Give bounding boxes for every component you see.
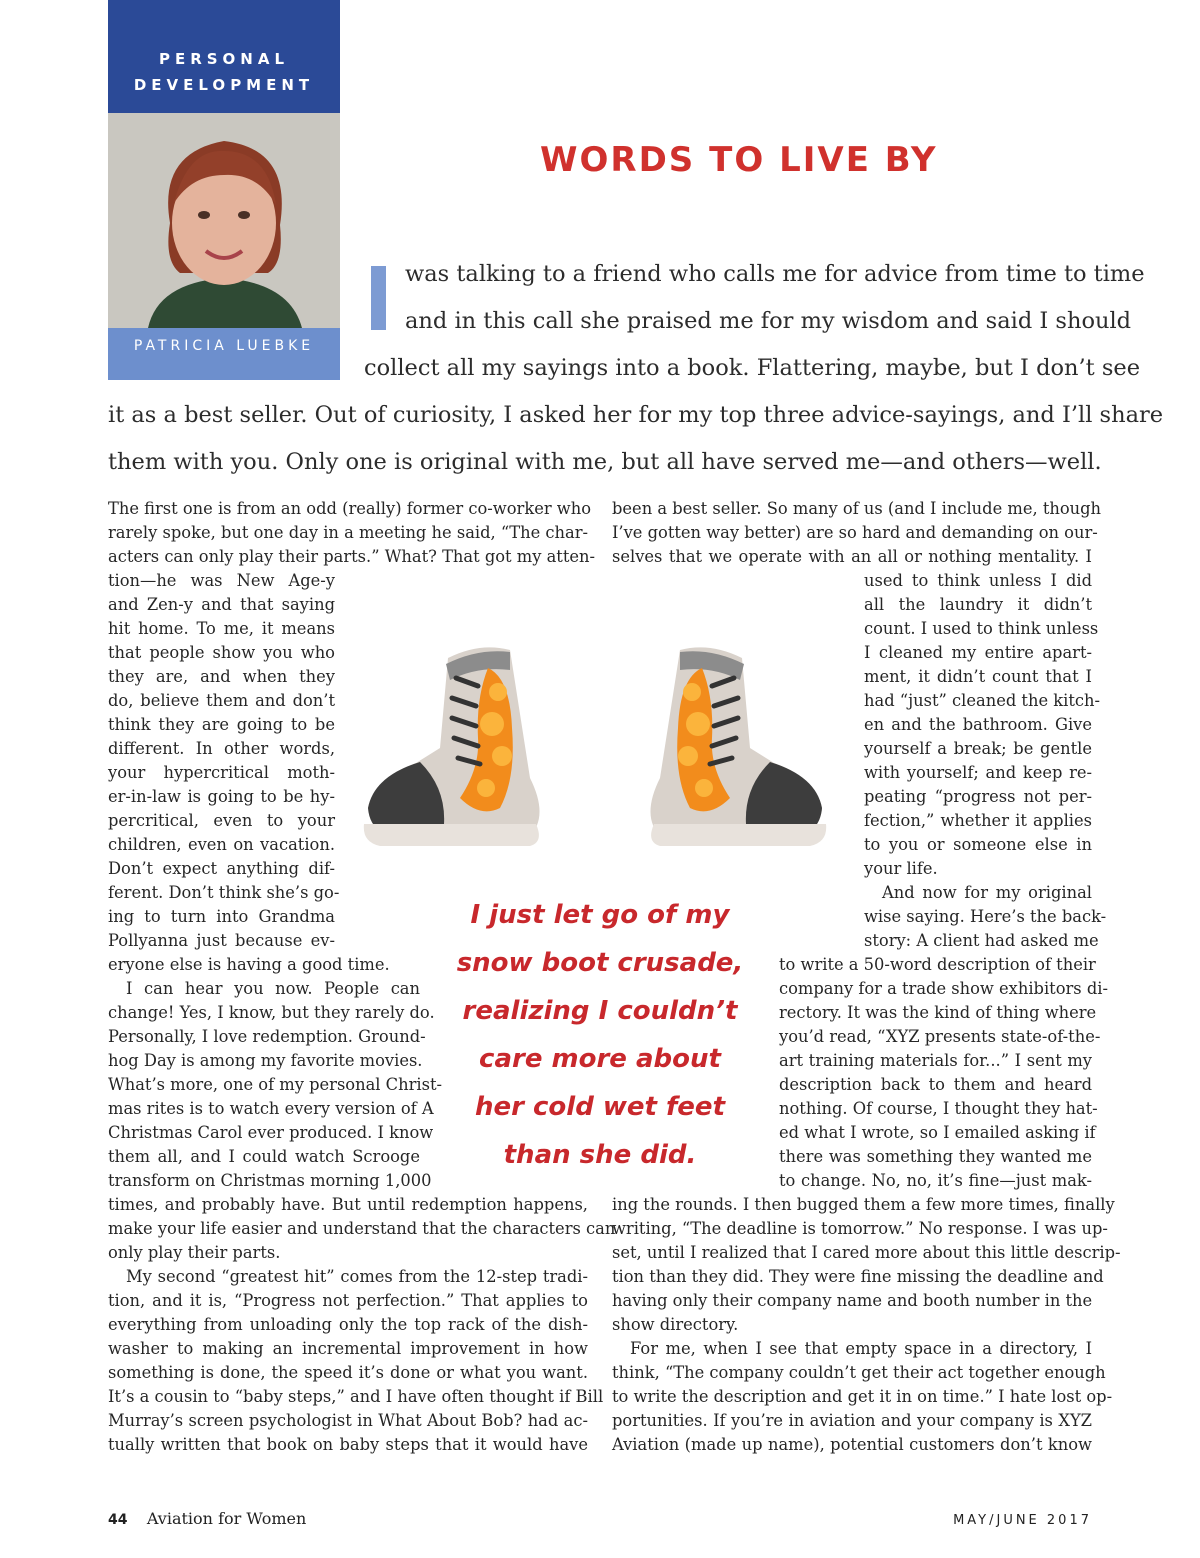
text-line: washer to making an incremental improvement in how — [108, 1339, 588, 1358]
text-line: tion—he was New Age-y — [108, 571, 335, 590]
text-line: fection,” whether it applies — [864, 811, 1092, 830]
text-line: Christmas Carol ever produced. I know — [108, 1123, 434, 1142]
text-line: Pollyanna just because ev- — [108, 931, 335, 950]
text-line: tion than they did. They were fine missing the deadline and — [612, 1267, 1104, 1286]
page-number: 44 — [108, 1512, 128, 1528]
text-line: your hypercritical moth- — [108, 763, 335, 782]
text-line: I can hear you now. People can — [126, 979, 420, 998]
column-2-bottom — [612, 1193, 1121, 1457]
text-line: story: A client had asked me — [864, 931, 1099, 950]
text-line: been a best seller. So many of us (and I include me, though — [612, 499, 1102, 518]
drop-cap-i — [371, 266, 386, 330]
text-line: I cleaned my entire apart- — [864, 643, 1092, 662]
column-1-top — [108, 497, 596, 569]
text-line: to write a 50-word description of their — [779, 955, 1096, 974]
text-line: hog Day is among my favorite movies. — [108, 1051, 423, 1070]
text-line: count. I used to think unless — [864, 619, 1099, 638]
lead-line-2: and in this call she praised me for my wisdom and said I should — [405, 308, 1132, 334]
text-line: having only their company name and booth number in the — [612, 1291, 1093, 1310]
text-line: eryone else is having a good time. — [108, 955, 390, 974]
text-line: your life. — [864, 859, 938, 878]
text-line: hit home. To me, it means — [108, 619, 335, 638]
text-line: them all, and I could watch Scrooge — [108, 1147, 420, 1166]
text-line: tually written that book on baby steps that it would have — [108, 1435, 588, 1454]
right-boot-icon — [650, 647, 826, 846]
text-line: tion, and it is, “Progress not perfection.” That applies to — [108, 1291, 588, 1310]
text-line: do, believe them and don’t — [108, 691, 335, 710]
text-line: rectory. It was the kind of thing where — [779, 1003, 1097, 1022]
pull-quote-line: realizing I couldn’t — [462, 996, 738, 1026]
lead-line-3: collect all my sayings into a book. Flattering, maybe, but I don’t see — [364, 355, 1141, 381]
text-line: used to think unless I did — [864, 571, 1092, 590]
text-line: ment, it didn’t count that I — [864, 667, 1092, 686]
section-label-line-2: DEVELOPMENT — [133, 76, 315, 94]
pull-quote-line: her cold wet feet — [474, 1092, 725, 1122]
text-line: set, until I realized that I cared more about this little descrip- — [612, 1243, 1121, 1262]
text-line: company for a trade show exhibitors di- — [779, 979, 1108, 998]
text-line: I’ve gotten way better) are so hard and demanding on our- — [612, 523, 1098, 542]
column-1-bottom — [108, 1193, 616, 1457]
article-title: WORDS TO LIVE BY — [540, 140, 938, 180]
text-line: different. In other words, — [108, 739, 335, 758]
text-line: that people show you who — [108, 643, 335, 662]
text-line: all the laundry it didn’t — [864, 595, 1092, 614]
text-line: art training materials for...” I sent my — [779, 1051, 1092, 1070]
lead-line-1: was talking to a friend who calls me for advice from time to time — [405, 261, 1145, 287]
author-header-box — [108, 0, 340, 380]
text-line: en and the bathroom. Give — [864, 715, 1092, 734]
text-line: Murray’s screen psychologist in What About Bob? had ac- — [108, 1411, 588, 1430]
text-line: times, and probably have. But until redemption happens, — [108, 1195, 588, 1214]
left-boot-icon — [364, 647, 540, 846]
author-name: PATRICIA LUEBKE — [133, 338, 315, 354]
text-line: What’s more, one of my personal Christ- — [108, 1075, 443, 1094]
text-line: change! Yes, I know, but they rarely do. — [108, 1003, 435, 1022]
text-line: Don’t expect anything dif- — [108, 859, 335, 878]
text-line: think, “The company couldn’t get their act together enough — [612, 1363, 1106, 1382]
text-line: percritical, even to your — [108, 811, 335, 830]
column-2-mid — [779, 953, 1108, 1193]
section-label — [108, 0, 340, 113]
text-line: My second “greatest hit” comes from the 12-step tradi- — [126, 1267, 588, 1286]
lead-line-4: it as a best seller. Out of curiosity, I asked her for my top three advice-sayings, and I’ll share — [108, 402, 1164, 428]
author-portrait — [108, 113, 340, 328]
text-line: rarely spoke, but one day in a meeting he said, “The char- — [108, 523, 588, 542]
text-line: something is done, the speed it’s done or what you want. — [108, 1363, 588, 1382]
text-line: er-in-law is going to be hy- — [108, 787, 335, 806]
text-line: The first one is from an odd (really) former co-worker who — [108, 499, 592, 518]
column-2-top — [612, 497, 1102, 569]
author-photo-icon — [108, 113, 340, 328]
column-2-narrow — [864, 569, 1107, 953]
text-line: peating “progress not per- — [864, 787, 1092, 806]
text-line: For me, when I see that empty space in a directory, I — [630, 1339, 1092, 1358]
text-line: ferent. Don’t think she’s go- — [108, 883, 340, 902]
text-line: portunities. If you’re in aviation and your company is XYZ — [612, 1411, 1092, 1430]
text-line: to write the description and get it in on time.” I hate lost op- — [612, 1387, 1113, 1406]
pull-quote-line: than she did. — [503, 1140, 697, 1170]
pull-quote — [440, 891, 760, 1179]
text-line: to change. No, no, it’s fine—just mak- — [779, 1171, 1092, 1190]
text-line: they are, and when they — [108, 667, 335, 686]
issue-date: MAY/JUNE 2017 — [953, 1513, 1092, 1528]
text-line: to you or someone else in — [864, 835, 1092, 854]
text-line: nothing. Of course, I thought they hat- — [779, 1099, 1098, 1118]
text-line: yourself a break; be gentle — [864, 739, 1092, 758]
text-line: transform on Christmas morning 1,000 — [108, 1171, 432, 1190]
pull-quote-line: care more about — [479, 1044, 721, 1074]
text-line: had “just” cleaned the kitch- — [864, 691, 1100, 710]
text-line: think they are going to be — [108, 715, 335, 734]
section-label-line-1: PERSONAL — [158, 50, 290, 68]
magazine-name: Aviation for Women — [146, 1509, 307, 1528]
text-line: you’d read, “XYZ presents state-of-the- — [779, 1027, 1101, 1046]
text-line: acters can only play their parts.” What? That got my atten- — [108, 547, 596, 566]
text-line: show directory. — [612, 1315, 739, 1334]
pull-quote-line: snow boot crusade, — [456, 948, 744, 978]
text-line: there was something they wanted me — [779, 1147, 1092, 1166]
column-1-narrow — [108, 569, 390, 977]
text-line: writing, “The deadline is tomorrow.” No response. I was up- — [612, 1219, 1108, 1238]
text-line: ed what I wrote, so I emailed asking if — [779, 1123, 1096, 1142]
text-line: description back to them and heard — [779, 1075, 1092, 1094]
text-line: mas rites is to watch every version of A — [108, 1099, 434, 1118]
text-line: It’s a cousin to “baby steps,” and I have often thought if Bill — [108, 1387, 604, 1406]
column-1-mid — [108, 977, 443, 1193]
pull-quote-line: I just let go of my — [470, 900, 730, 930]
footer-left — [108, 1509, 306, 1529]
snow-boots-illustration — [360, 628, 830, 868]
text-line: And now for my original — [882, 883, 1092, 902]
text-line: ing to turn into Grandma — [108, 907, 335, 926]
lead-line-5: them with you. Only one is original with me, but all have served me—and others—well. — [108, 449, 1102, 475]
text-line: ing the rounds. I then bugged them a few more times, finally — [612, 1195, 1115, 1214]
text-line: and Zen-y and that saying — [108, 595, 335, 614]
text-line: make your life easier and understand that the characters can — [108, 1219, 616, 1238]
text-line: everything from unloading only the top rack of the dish- — [108, 1315, 588, 1334]
text-line: only play their parts. — [108, 1243, 281, 1262]
text-line: selves that we operate with an all or nothing mentality. I — [612, 547, 1092, 566]
text-line: Personally, I love redemption. Ground- — [108, 1027, 426, 1046]
text-line: Aviation (made up name), potential customers don’t know — [612, 1435, 1092, 1454]
text-line: children, even on vacation. — [108, 835, 335, 854]
text-line: wise saying. Here’s the back- — [864, 907, 1107, 926]
text-line: with yourself; and keep re- — [864, 763, 1092, 782]
